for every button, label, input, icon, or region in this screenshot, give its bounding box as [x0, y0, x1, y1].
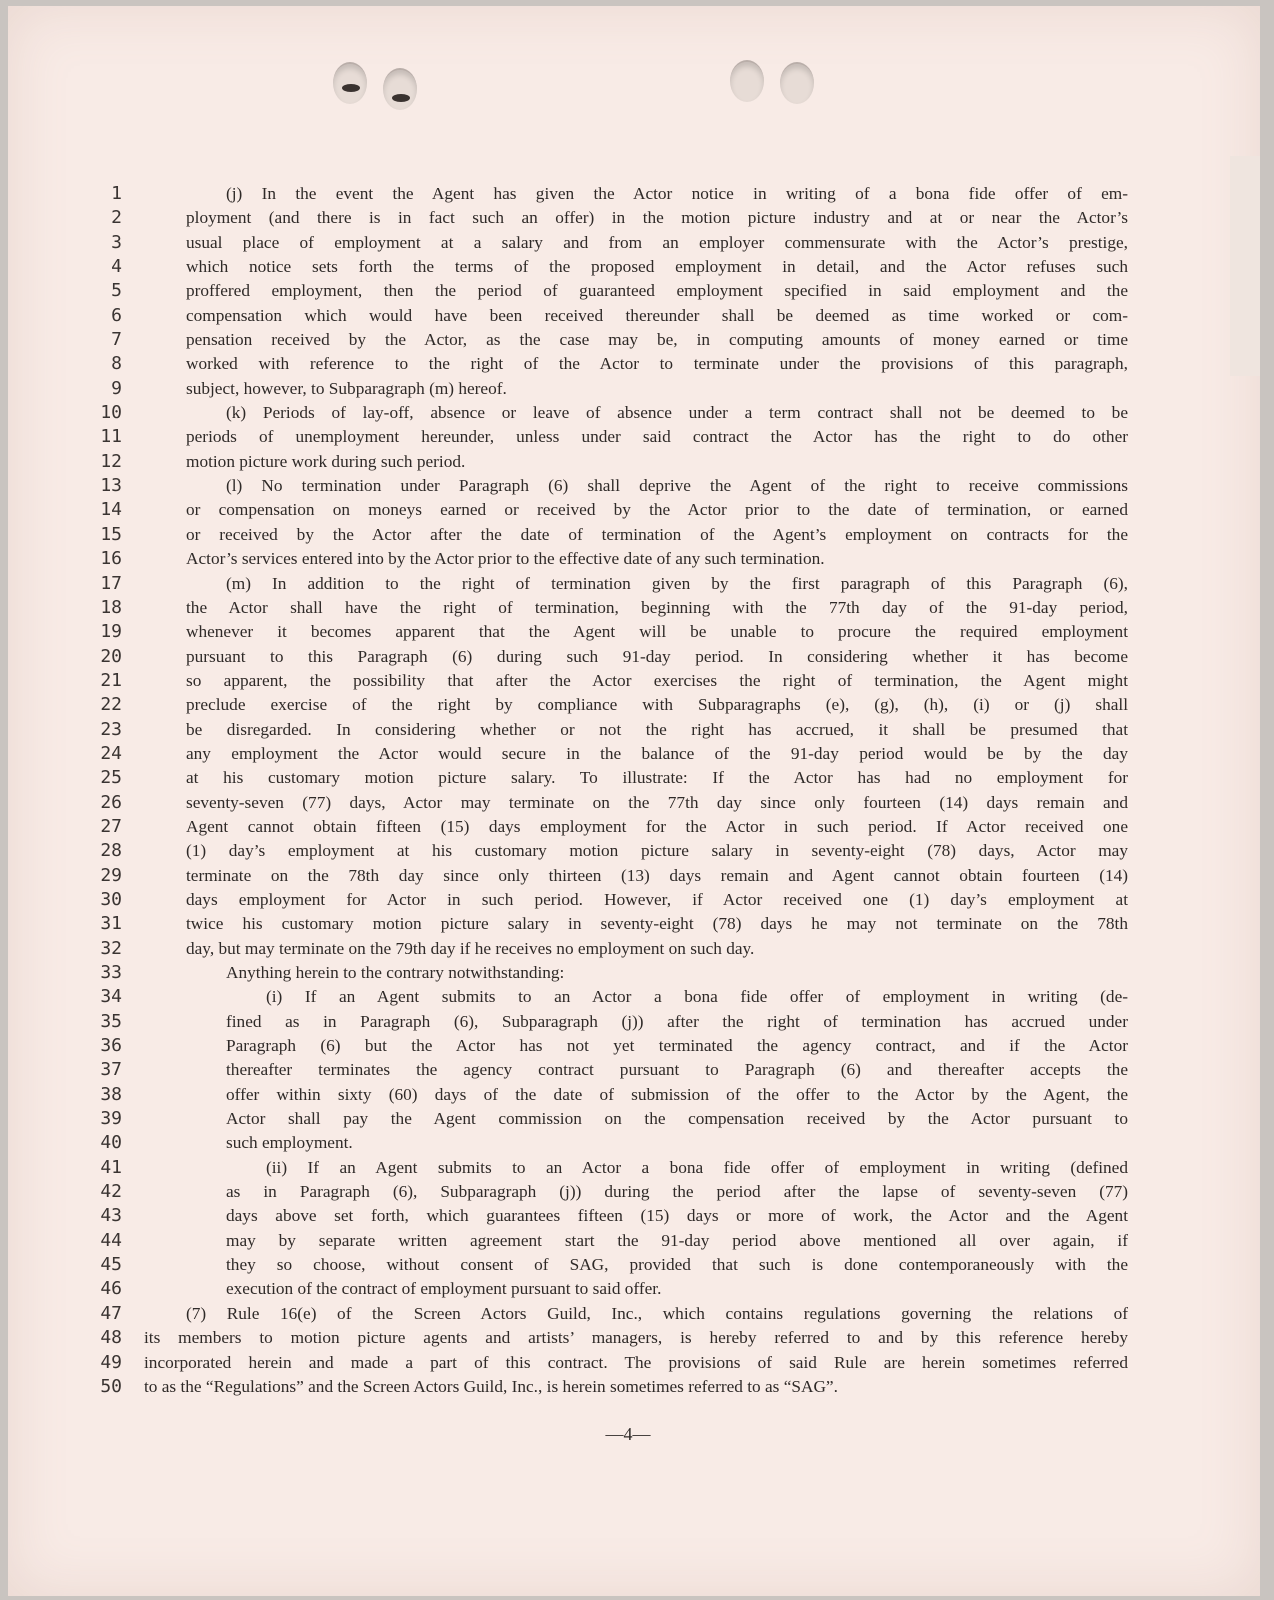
line-text: (1) day’s employment at his customary motion picture salary in seventy-eight (78) days, Actor may [186, 841, 1128, 861]
line-number: 40 [100, 1132, 122, 1154]
document-line [88, 328, 1128, 352]
line-number: 27 [100, 815, 122, 837]
document-line [88, 888, 1128, 912]
line-number: 31 [100, 913, 122, 935]
document-line [88, 377, 1128, 401]
document-line [88, 912, 1128, 936]
line-number: 11 [100, 426, 122, 448]
line-number: 12 [100, 450, 122, 472]
line-text: its members to motion picture agents and artists’ managers, is hereby referred to and by this reference hereby [144, 1328, 1128, 1348]
document-line [88, 1034, 1128, 1058]
document-line [88, 1156, 1128, 1180]
line-text: pensation received by the Actor, as the case may be, in computing amounts of money earned or time [186, 330, 1128, 350]
document-line [88, 1180, 1128, 1204]
document-line [88, 864, 1128, 888]
line-number: 6 [111, 304, 122, 326]
line-text: Paragraph (6) but the Actor has not yet terminated the agency contract, and if the Actor [226, 1036, 1128, 1056]
line-number: 7 [111, 329, 122, 351]
document-line [88, 839, 1128, 863]
line-number: 13 [100, 475, 122, 497]
line-number: 29 [100, 864, 122, 886]
document-line [88, 620, 1128, 644]
document-line [88, 572, 1128, 596]
line-number: 33 [100, 962, 122, 983]
line-number: 34 [100, 986, 122, 1008]
document-page [8, 6, 1260, 1596]
line-number: 18 [100, 596, 122, 618]
line-text: (l) No termination under Paragraph (6) shall deprive the Agent of the right to receive commissions [226, 476, 1128, 496]
document-line [88, 425, 1128, 449]
punch-hole [333, 62, 367, 104]
document-line [88, 985, 1128, 1009]
line-text: proffered employment, then the period of guaranteed employment specified in said employment and the [186, 281, 1128, 301]
line-text: worked with reference to the right of the Actor to terminate under the provisions of this paragraph, [186, 354, 1128, 374]
line-number: 32 [100, 937, 122, 959]
line-number: 17 [100, 572, 122, 594]
document-line [88, 742, 1128, 766]
document-line [88, 1277, 1128, 1301]
document-line [88, 791, 1128, 815]
document-line [88, 304, 1128, 328]
line-number: 41 [100, 1156, 122, 1178]
line-text: be disregarded. In considering whether or not the right has accrued, it shall be presumed that [186, 719, 1128, 739]
line-number: 38 [100, 1083, 122, 1105]
line-number: 45 [100, 1254, 122, 1276]
line-number: 48 [100, 1327, 122, 1349]
line-number: 24 [100, 742, 122, 764]
line-text: fined as in Paragraph (6), Subparagraph (j)) after the right of termination has accrued under [226, 1011, 1128, 1031]
line-number: 49 [100, 1351, 122, 1373]
document-line [88, 498, 1128, 522]
line-number: 30 [100, 888, 122, 910]
document-line [88, 693, 1128, 717]
line-number: 4 [111, 256, 122, 278]
line-text: (m) In addition to the right of termination given by the first paragraph of this Paragraph (6), [226, 573, 1128, 593]
line-text: so apparent, the possibility that after the Actor exercises the right of termination, the Agent might [186, 670, 1128, 690]
document-line [88, 1302, 1128, 1326]
line-number: 15 [100, 523, 122, 545]
line-text: (7) Rule 16(e) of the Screen Actors Guild, Inc., which contains regulations governing the relations of [186, 1303, 1128, 1323]
line-number: 22 [100, 694, 122, 716]
document-line [88, 815, 1128, 839]
line-text: days employment for Actor in such period. However, if Actor received one (1) day’s employment at [186, 889, 1128, 909]
line-number: 2 [111, 207, 122, 229]
line-text: usual place of employment at a salary and from an employer commensurate with the Actor’s prestige, [186, 232, 1128, 252]
line-text: such employment. [226, 1133, 353, 1153]
document-line [88, 718, 1128, 742]
document-line [88, 766, 1128, 790]
line-number: 5 [111, 280, 122, 302]
document-line [88, 255, 1128, 279]
line-text: day, but may terminate on the 79th day if he receives no employment on such day. [186, 938, 755, 958]
line-text: offer within sixty (60) days of the date of submission of the offer to the Actor by the Agent, the [226, 1084, 1128, 1104]
line-text: or received by the Actor after the date of termination of the Agent’s employment on contracts for the [186, 524, 1128, 544]
underlying-page-edge [1230, 156, 1260, 376]
document-line [88, 1351, 1128, 1375]
line-text: Agent cannot obtain fifteen (15) days employment for the Actor in such period. If Actor received one [186, 816, 1128, 836]
document-line [88, 450, 1128, 474]
document-line [88, 231, 1128, 255]
line-number: 28 [100, 840, 122, 862]
numbered-text-lines [88, 182, 1128, 1399]
document-line [88, 669, 1128, 693]
line-text: compensation which would have been received thereunder shall be deemed as time worked or com- [186, 305, 1128, 325]
document-line [88, 474, 1128, 498]
line-number: 9 [111, 377, 122, 399]
document-line [88, 596, 1128, 620]
line-number: 36 [100, 1035, 122, 1057]
line-text: twice his customary motion picture salary in seventy-eight (78) days he may not terminate on the 78th [186, 914, 1128, 934]
line-text: Actor shall pay the Agent commission on the compensation received by the Actor pursuant to [226, 1109, 1128, 1129]
line-number: 43 [100, 1205, 122, 1227]
line-text: pursuant to this Paragraph (6) during such 91-day period. In considering whether it has become [186, 646, 1128, 666]
line-text: Actor’s services entered into by the Actor prior to the effective date of any such termination. [186, 549, 825, 569]
document-line [88, 645, 1128, 669]
line-text: terminate on the 78th day since only thirteen (13) days remain and Agent cannot obtain fourteen (14) [186, 865, 1128, 885]
line-number: 23 [100, 718, 122, 740]
line-number: 50 [100, 1375, 122, 1397]
line-text: ployment (and there is in fact such an offer) in the motion picture industry and at or near the Actor’s [186, 208, 1128, 228]
document-line [88, 961, 1128, 985]
line-number: 1 [111, 183, 122, 204]
line-number: 8 [111, 353, 122, 375]
line-text: they so choose, without consent of SAG, provided that such is done contemporaneously with the [226, 1255, 1128, 1275]
document-line [88, 1083, 1128, 1107]
line-text: as in Paragraph (6), Subparagraph (j)) during the period after the lapse of seventy-seven (77) [226, 1182, 1128, 1202]
line-text: preclude exercise of the right by compliance with Subparagraphs (e), (g), (h), (i) or (j) shall [186, 695, 1128, 715]
line-text: at his customary motion picture salary. To illustrate: If the Actor has had no employment for [186, 768, 1128, 788]
line-number: 20 [100, 645, 122, 667]
line-text: may by separate written agreement start the 91-day period above mentioned all over again, if [226, 1230, 1128, 1250]
line-text: days above set forth, which guarantees fifteen (15) days or more of work, the Actor and the Agent [226, 1206, 1128, 1226]
line-text: thereafter terminates the agency contract pursuant to Paragraph (6) and thereafter accepts the [226, 1060, 1128, 1080]
document-line [88, 523, 1128, 547]
line-text: (k) Periods of lay-off, absence or leave of absence under a term contract shall not be deemed to be [226, 403, 1128, 423]
page-number: —4— [605, 1424, 651, 1444]
document-line [88, 1010, 1128, 1034]
line-text: execution of the contract of employment pursuant to said offer. [226, 1279, 662, 1299]
line-text: the Actor shall have the right of termination, beginning with the 77th day of the 91-day period, [186, 597, 1128, 617]
document-line [88, 401, 1128, 425]
line-text: (j) In the event the Agent has given the Actor notice in writing of a bona fide offer of em- [226, 184, 1128, 203]
line-text: periods of unemployment hereunder, unless under said contract the Actor has the right to do other [186, 427, 1128, 447]
document-line [88, 1253, 1128, 1277]
line-number: 10 [100, 402, 122, 424]
document-line [88, 937, 1128, 961]
line-number: 37 [100, 1059, 122, 1081]
line-number: 35 [100, 1010, 122, 1032]
line-number: 3 [111, 231, 122, 253]
line-number: 46 [100, 1278, 122, 1300]
line-text: Anything herein to the contrary notwithstanding: [226, 963, 565, 982]
line-number: 25 [100, 767, 122, 789]
document-line [88, 1058, 1128, 1082]
document-line [88, 206, 1128, 230]
punch-hole [780, 62, 814, 104]
line-text: any employment the Actor would secure in the balance of the 91-day period would be by the day [186, 743, 1128, 763]
line-text: or compensation on moneys earned or received by the Actor prior to the date of termination, or earned [186, 500, 1128, 520]
document-line [88, 1229, 1128, 1253]
line-number: 16 [100, 548, 122, 570]
line-number: 21 [100, 669, 122, 691]
document-line [88, 1107, 1128, 1131]
line-number: 19 [100, 621, 122, 643]
line-text: seventy-seven (77) days, Actor may terminate on the 77th day since only fourteen (14) days remain and [186, 792, 1128, 812]
line-number: 14 [100, 499, 122, 521]
line-text: incorporated herein and made a part of this contract. The provisions of said Rule are herein sometimes referred [144, 1352, 1128, 1372]
document-line [88, 279, 1128, 303]
document-line [88, 1375, 1128, 1399]
line-number: 39 [100, 1108, 122, 1130]
punch-hole [730, 60, 764, 102]
document-line [88, 1131, 1128, 1155]
line-text: (ii) If an Agent submits to an Actor a bona fide offer of employment in writing (defined [266, 1157, 1128, 1177]
document-line [88, 352, 1128, 376]
line-text: subject, however, to Subparagraph (m) hereof. [186, 378, 507, 398]
line-text: (i) If an Agent submits to an Actor a bona fide offer of employment in writing (de- [266, 987, 1128, 1007]
document-line [88, 1326, 1128, 1350]
document-line [88, 182, 1128, 206]
line-text: which notice sets forth the terms of the proposed employment in detail, and the Actor refuses such [186, 257, 1128, 277]
punch-hole [383, 68, 417, 110]
line-number: 42 [100, 1181, 122, 1203]
line-text: whenever it becomes apparent that the Agent will be unable to procure the required employment [186, 622, 1128, 642]
document-line [88, 547, 1128, 571]
line-number: 44 [100, 1229, 122, 1251]
line-text: motion picture work during such period. [186, 451, 466, 471]
line-number: 26 [100, 791, 122, 813]
document-line [88, 1204, 1128, 1228]
line-number: 47 [100, 1302, 122, 1324]
line-text: to as the “Regulations” and the Screen Actors Guild, Inc., is herein sometimes referred to as “SAG”. [144, 1376, 838, 1396]
